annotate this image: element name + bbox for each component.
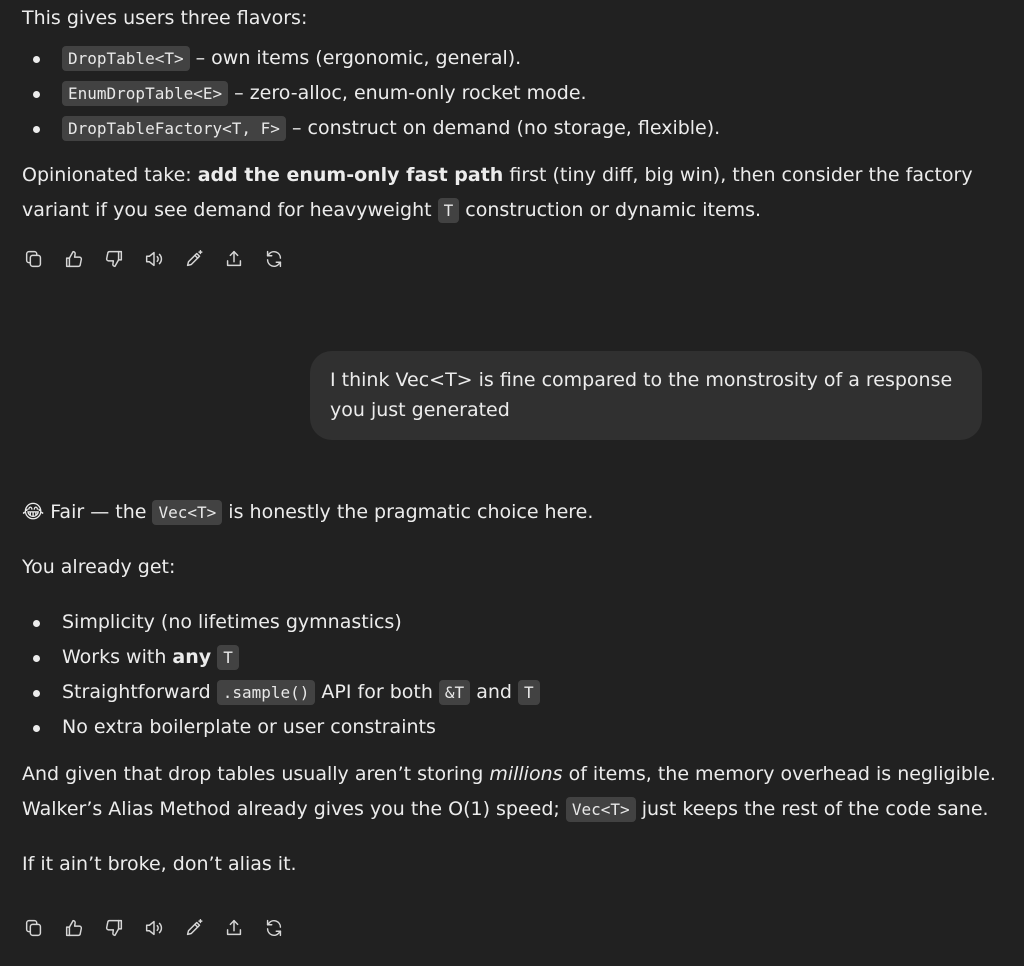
inline-code: Vec<T> [566, 797, 636, 822]
regenerate-icon[interactable] [259, 244, 289, 274]
thumbs-up-icon[interactable] [59, 244, 89, 274]
list-item [22, 41, 1002, 76]
copy-icon[interactable] [19, 244, 49, 274]
opening-suffix: is honestly the pragmatic choice here. [222, 501, 594, 523]
share-icon[interactable] [219, 913, 249, 943]
edit-icon[interactable] [179, 244, 209, 274]
take-prefix: Opinionated take: [22, 164, 198, 186]
list-item [22, 710, 1002, 745]
list-item-text: No extra boilerplate or user constraints [62, 716, 436, 738]
list-item-text: and [470, 681, 519, 703]
take-mid: first (tiny diff, big win), then consider the factory variant if you see demand for heavyweight [22, 164, 973, 221]
list-item [22, 605, 1002, 640]
inline-code: T [518, 680, 540, 705]
inline-code: EnumDropTable<E> [62, 81, 228, 106]
bold-text: any [172, 646, 212, 668]
inline-code: .sample() [217, 680, 316, 705]
msg2-action-bar [19, 913, 289, 943]
inline-code: T [438, 198, 460, 223]
share-icon[interactable] [219, 244, 249, 274]
paragraph-suffix: just keeps the rest of the code sane. [635, 798, 989, 820]
italic-text: millions [489, 763, 563, 785]
msg1-take [22, 158, 982, 228]
list-item [22, 675, 1002, 710]
edit-icon[interactable] [179, 913, 209, 943]
laughing-emoji-icon: 😂 [22, 501, 45, 523]
thumbs-down-icon[interactable] [99, 244, 129, 274]
list-item-text: Simplicity (no lifetimes gymnastics) [62, 611, 402, 633]
list-item [22, 111, 1002, 146]
inline-code: Vec<T> [152, 500, 222, 525]
thumbs-up-icon[interactable] [59, 913, 89, 943]
msg2-already: You already get: [22, 556, 176, 578]
read-aloud-icon[interactable] [139, 244, 169, 274]
list-item-text: – own items (ergonomic, general). [189, 47, 522, 69]
msg2-opening [22, 495, 593, 530]
list-item-text: API for both [315, 681, 439, 703]
read-aloud-icon[interactable] [139, 913, 169, 943]
thumbs-down-icon[interactable] [99, 913, 129, 943]
list-item-text: Straightforward [62, 681, 217, 703]
paragraph-prefix: And given that drop tables usually aren’t storing [22, 763, 490, 785]
list-item [22, 76, 1002, 111]
msg2-closing: If it ain’t broke, don’t alias it. [22, 853, 297, 875]
list-item [22, 640, 1002, 675]
msg1-list [22, 41, 1002, 146]
opening-prefix: Fair — the [44, 501, 153, 523]
list-item-text: Works with [62, 646, 173, 668]
msg1-action-bar [19, 244, 289, 274]
regenerate-icon[interactable] [259, 913, 289, 943]
inline-code: &T [439, 680, 470, 705]
take-suffix: construction or dynamic items. [459, 199, 762, 221]
inline-code: DropTable<T> [62, 46, 190, 71]
list-item-text: – construct on demand (no storage, flexible). [285, 117, 721, 139]
msg1-intro: This gives users three flavors: [22, 7, 308, 29]
user-message-text: I think Vec<T> is fine compared to the monstrosity of a response you just generated [330, 369, 953, 421]
inline-code: T [217, 645, 239, 670]
inline-code: DropTableFactory<T, F> [62, 116, 286, 141]
msg2-list [22, 605, 1002, 745]
take-bold: add the enum-only fast path [197, 164, 504, 186]
user-message-bubble [310, 351, 982, 440]
copy-icon[interactable] [19, 913, 49, 943]
paragraph-mid: of items, the memory overhead is negligible. Walker’s Alias Method already gives you the O(1) speed; [22, 763, 996, 820]
msg2-paragraph [22, 757, 997, 827]
list-item-text: – zero-alloc, enum-only rocket mode. [228, 82, 587, 104]
